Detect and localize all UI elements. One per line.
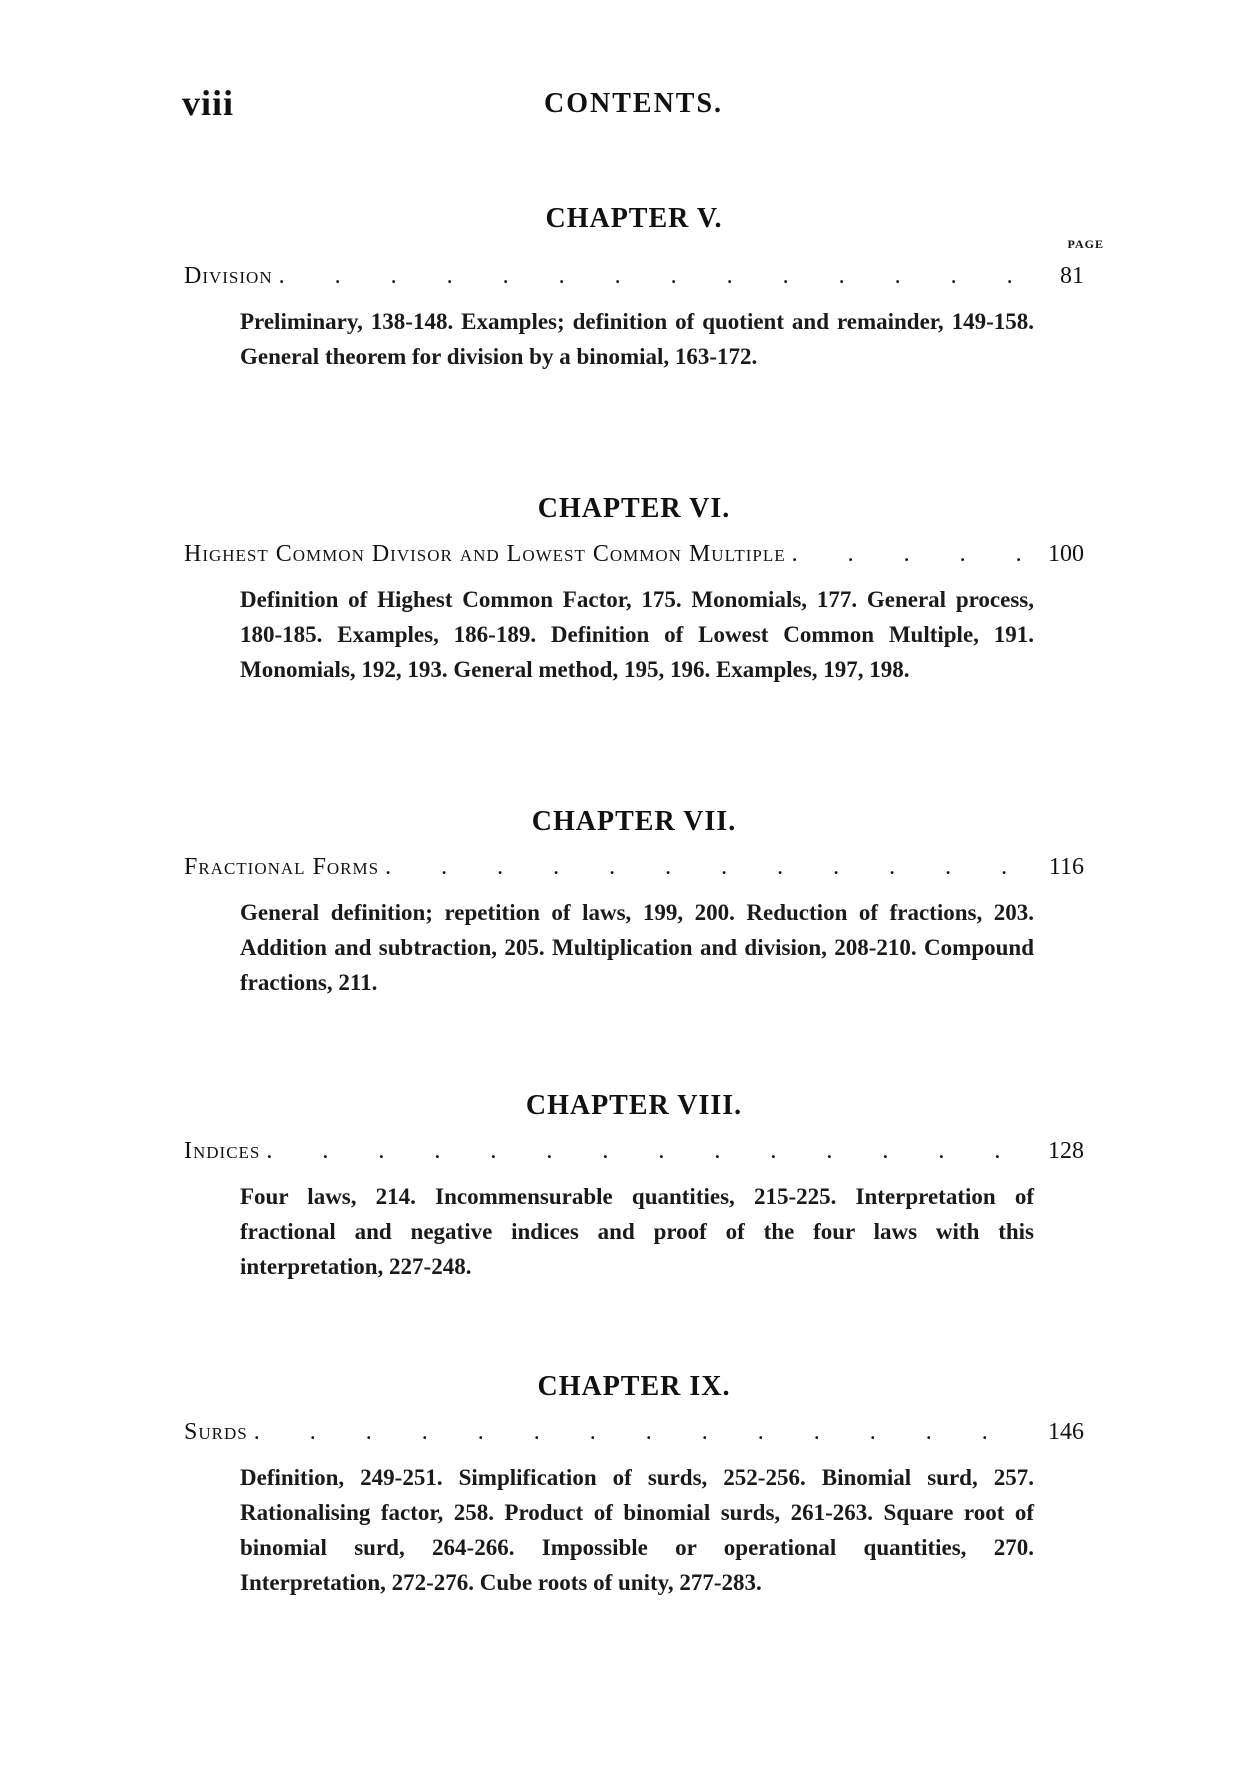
running-title: CONTENTS. — [544, 88, 724, 119]
entry-title: Surds — [184, 1419, 248, 1445]
entry-page: 146 — [1048, 1419, 1084, 1445]
toc-entry[interactable] — [184, 541, 1084, 568]
chapter-heading: CHAPTER VIII. — [525, 1090, 743, 1121]
dot-leader — [279, 263, 1032, 290]
chapter-section — [184, 203, 1104, 374]
entry-description: General definition; repetition of laws, 199, 200. Reduction of fractions, 203. Addition and subtraction, 205. Multiplication and division, 208-210. Compound fractions, 211. — [240, 900, 1034, 995]
chapter-heading: CHAPTER VI. — [537, 493, 731, 524]
entry-page: 128 — [1048, 1138, 1084, 1164]
toc-entry[interactable] — [184, 854, 1084, 881]
running-head — [182, 82, 1082, 132]
toc-entry[interactable] — [184, 1419, 1084, 1446]
toc-entry[interactable] — [184, 263, 1084, 290]
entry-description: Definition of Highest Common Factor, 175. Monomials, 177. General process, 180-185. Examples, 186-189. Definition of Lowest Common Multiple, 191. Monomials, 192, 193. General method, 195, 196. Examples, 197, 198. — [240, 587, 1034, 682]
entry-title: Division — [184, 263, 273, 289]
chapter-section — [184, 1371, 1084, 1600]
entry-page: 81 — [1060, 263, 1084, 289]
dot-leader — [266, 1138, 1032, 1165]
page-number: viii — [182, 83, 235, 123]
dot-leader — [385, 854, 1032, 881]
chapter-section — [184, 806, 1084, 1000]
entry-page: 100 — [1048, 541, 1084, 567]
entry-description: Preliminary, 138-148. Examples; definition of quotient and remainder, 149-158. General theorem for division by a binomial, 163-172. — [240, 309, 1034, 369]
entry-description: Four laws, 214. Incommensurable quantities, 215-225. Interpretation of fractional and negative indices and proof of the four laws with this interpretation, 227-248. — [240, 1184, 1034, 1279]
dot-leader — [254, 1419, 1032, 1446]
entry-title: Highest Common Divisor and Lowest Common Multiple — [184, 541, 786, 567]
page-column-label: PAGE — [1067, 237, 1104, 251]
chapter-heading: CHAPTER V. — [545, 203, 723, 234]
chapter-heading: CHAPTER IX. — [537, 1371, 731, 1402]
chapter-section — [184, 1090, 1084, 1284]
entry-title: Indices — [184, 1138, 261, 1164]
entry-title: Fractional Forms — [184, 854, 380, 880]
dot-leader — [792, 541, 1032, 568]
toc-entry[interactable] — [184, 1138, 1084, 1165]
chapter-heading: CHAPTER VII. — [531, 806, 737, 837]
entry-page: 116 — [1048, 854, 1084, 880]
chapter-section — [184, 493, 1084, 687]
entry-description: Definition, 249-251. Simplification of surds, 252-256. Binomial surd, 257. Rationalising factor, 258. Product of binomial surds, 261-263. Square root of binomial surd, 264-266. Impossible or operational quantities, 270. Interpretation, 272-276. Cube roots of unity, 277-283. — [240, 1465, 1034, 1595]
